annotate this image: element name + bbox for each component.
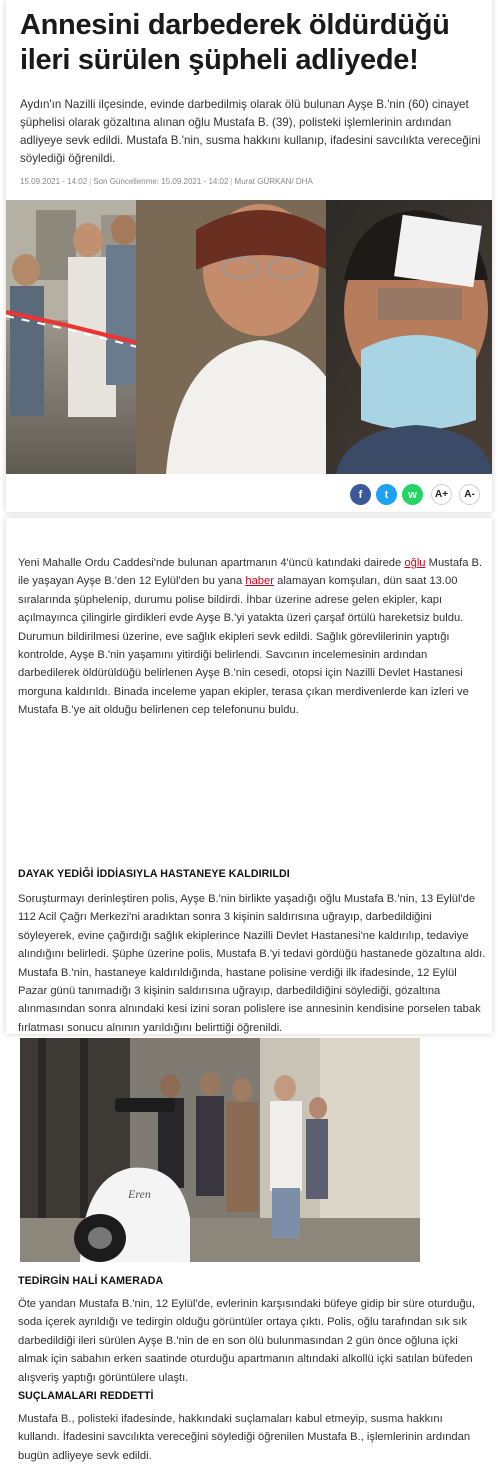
article-meta: 15.09.2021 - 14:02 | Son Güncellenme: 15.09.2021 - 14:02 | Murat GÜRKAN/ DHA [20,177,313,186]
updated-date: Son Güncellenme: 15.09.2021 - 14:02 [93,177,229,186]
subheading-3: SUÇLAMALARI REDDETTİ [18,1390,154,1402]
article-header [6,0,492,512]
font-increase-icon: A+ [434,489,449,500]
paragraph-text: Mustafa B. ile yaşayan Ayşe B.'den 12 Eylül'den bu yana [18,557,483,588]
paragraph-text: alamayan komşuları, dün saat 13.00 sıralarında şüphelenip, durumu polise bildirdi. İhbar üzerine adrese gelen ekipler, kapı açılmayınca çilingirle girdikleri evde Ayşe B.'yi yatakta üzeri çarşaf örtülü hareketsiz buldu. Durumun bildirilmesi üzerine, eve sağlık ekipleri sevk edildi. Sağlık görevlilerinin yaptığı kontrolde, Ayşe B.'nin yaşamını yitirdiği belirlendi. Savcının incelemesinin ardından darbedilerek öldürüldüğü belirlenen Ayşe B.'nin cesedi, otopsi için Nazilli Devlet Hastanesi morguna kaldırıldı. Binada inceleme yapan ekipler, terasa çıkan merdivenlerde kan izleri ve Mustafa B.'ye ait olduğu belirlenen cep telefonunu buldu. [18,575,469,717]
paragraph-text: Yeni Mahalle Ordu Caddesi'nde bulunan apartmanın 4'üncü katındaki dairede [18,557,405,569]
subheading-2: TEDİRGİN HALİ KAMERADA [18,1275,164,1287]
paragraph-3: Öte yandan Mustafa B.'nin, 12 Eylül'de, evlerinin karşısındaki büfeye gidip bir süre oturduğu, soda içerek ayrıldığı ve tedirgin olduğu görüntüler ortaya çıktı. Polis, oğlu tarafından sık sık darbedildiği ileri sürülen Ayşe B.'nin de en son ölü bulunmasından 2 gün önce oğluna içki almak için sabahın erken saatinde oturduğu apartmanın altındaki alkollü içki satılan büfeden alışveriş yaptığı görüntülere ulaştı. [18,1298,476,1384]
main-photo [6,200,492,474]
whatsapp-icon: w [408,488,417,501]
font-decrease-button[interactable] [459,484,480,505]
author: Murat GÜRKAN/ DHA [234,177,313,186]
paragraph-2: Soruşturmayı derinleştiren polis, Ayşe B.'nin birlikte yaşadığı oğlu Mustafa B.'nin, 13 Eylül'de 112 Acil Çağrı Merkezi'ni aradıktan sonra 3 kişinin saldırısına uğrayıp, darbedildiğini söyleyerek, evine çağırdığı sağlık ekiplerince Nazilli Devlet Hastanesi'ne kaldırılıp, tedaviye alındığını belirledi. Şüphe üzerine polis, Mustafa B.'yi tedavi gördüğü hastanede gözaltına aldı. Mustafa B.'nin, hastaneye kaldırıldığında, hastane polisine verdiği ilk ifadesinde, 12 Eylül Pazar günü tanımadığı 3 kişinin saldırısına uğrayıp, darbedildiğini söylediği, gözaltına alınmasından sonra alnındaki kesi izini soran polislere ise annesinin kendisine porselen tabak fırlatması sonucu alnının yarıldığını belirttiği öğrenildi. [18,893,486,1034]
font-decrease-icon: A- [464,489,475,500]
facebook-icon: f [358,488,363,501]
twitter-share-button[interactable] [376,484,397,505]
paragraph-1 [18,554,488,720]
link-haber[interactable]: haber [245,575,274,588]
publish-date: 15.09.2021 - 14:02 [20,177,88,186]
article-body [6,518,492,1034]
whatsapp-share-button[interactable] [402,484,423,505]
paragraph-4: Mustafa B., polisteki ifadesinde, hakkındaki suçlamaları kabul etmeyip, susma hakkını kullandı. İfadesini savcılıkta vereceğini söylediği öğrenilen Mustafa B., işlemlerinin ardından bugün adliyeye sevk edildi. [18,1413,471,1462]
scene-photo [20,1038,420,1262]
article-lead: Aydın'ın Nazilli ilçesinde, evinde darbedilmiş olarak ölü bulunan Ayşe B.'nin (60) cinayet şüphelisi olarak gözaltına alınan oğlu Mustafa B. (39), polisteki işlemlerinin ardından adliyeye sevk edildi. Mustafa B.'nin, susma hakkını kullanıp, ifadesini savcılıkta vereceğini söylediği öğrenildi. [20,98,481,165]
link-oglu[interactable]: oğlu [404,557,426,569]
facebook-share-button[interactable] [350,484,371,505]
subheading-1: DAYAK YEDİĞİ İDDİASIYLA HASTANEYE KALDIRILDI [18,868,290,880]
twitter-icon: t [384,488,389,501]
font-increase-button[interactable] [431,484,452,505]
article-title: Annesini darbederek öldürdüğü ileri sürülen şüpheli adliyede! [20,9,450,76]
scooter-brand-text: Eren [128,1187,151,1201]
